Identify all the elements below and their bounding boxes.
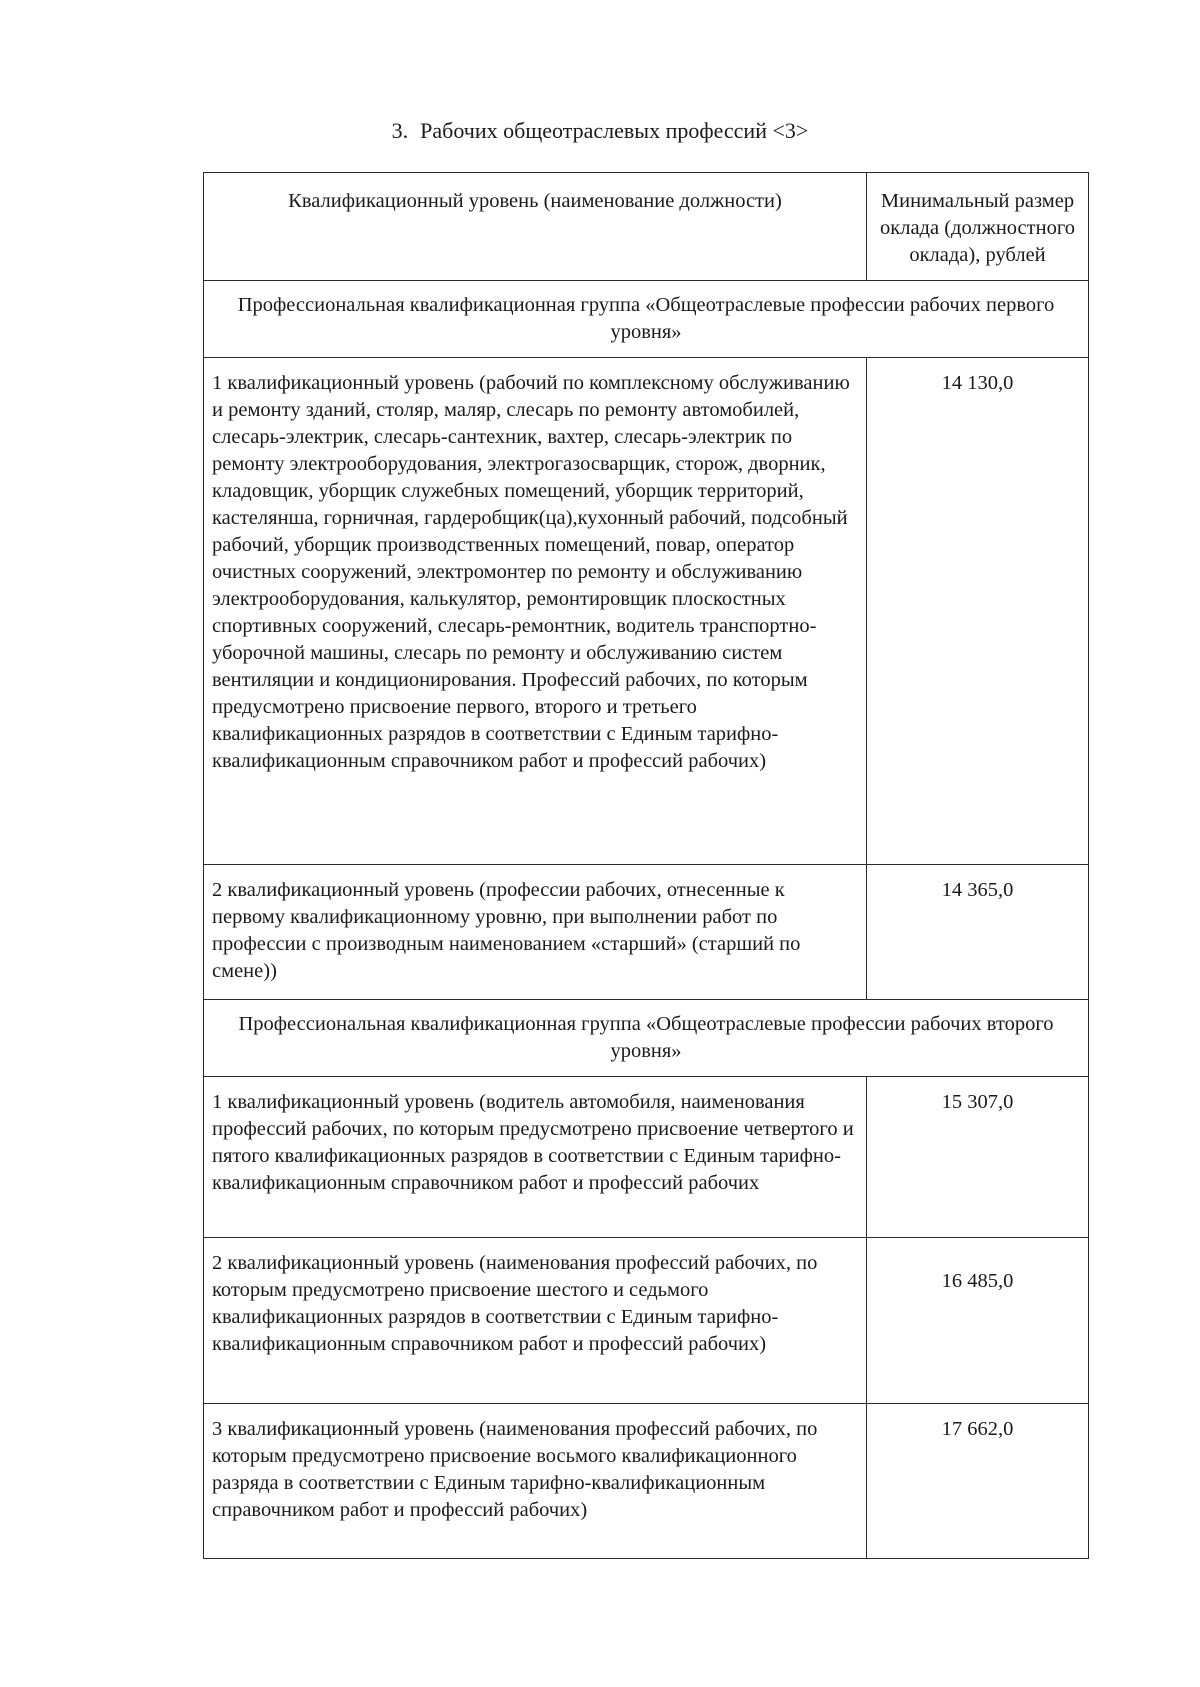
group-title-second-level: Профессиональная квалификационная группа «Общеотраслевые профессии рабочих второго уровня» [204, 1000, 1089, 1077]
qualification-description: 2 квалификационный уровень (профессии рабочих, отнесенные к первому квалификационному уровню, при выполнении работ по профессии с производным наименованием «старший» (старший по смене)) [204, 865, 867, 1000]
header-qualification-level: Квалификационный уровень (наименование должности) [204, 173, 867, 281]
salary-value: 17 662,0 [867, 1404, 1089, 1559]
table-row [204, 1238, 1089, 1404]
section-title: Рабочих общеотраслевых профессий <3> [420, 118, 809, 143]
salary-value: 14 130,0 [867, 358, 1089, 865]
group-row [204, 281, 1089, 358]
salary-value: 15 307,0 [867, 1077, 1089, 1238]
salary-table [203, 172, 1089, 1559]
salary-value: 14 365,0 [867, 865, 1089, 1000]
table-row [204, 358, 1089, 865]
table-row [204, 865, 1089, 1000]
qualification-description: 2 квалификационный уровень (наименования профессий рабочих, по которым предусмотрено присвоение шестого и седьмого квалификационных разрядов в соответствии с Единым тарифно-квалификационным справочником работ и профессий рабочих) [204, 1238, 867, 1404]
group-row [204, 1000, 1089, 1077]
salary-value: 16 485,0 [867, 1238, 1089, 1404]
table-header-row [204, 173, 1089, 281]
group-title-first-level: Профессиональная квалификационная группа «Общеотраслевые профессии рабочих первого уровня» [204, 281, 1089, 358]
qualification-description: 1 квалификационный уровень (водитель автомобиля, наименования профессий рабочих, по которым предусмотрено присвоение четвертого и пятого квалификационных разрядов в соответствии с Единым тарифно-квалификационным справочником работ и профессий рабочих [204, 1077, 867, 1238]
qualification-description: 3 квалификационный уровень (наименования профессий рабочих, по которым предусмотрено присвоение восьмого квалификационного разряда в соответствии с Единым тарифно-квалификационным справочником работ и профессий рабочих) [204, 1404, 867, 1559]
section-heading [0, 117, 1200, 145]
qualification-description: 1 квалификационный уровень (рабочий по комплексному обслуживанию и ремонту зданий, столяр, маляр, слесарь по ремонту автомобилей, слесарь-электрик, слесарь-сантехник, вахтер, слесарь-электрик по ремонту электрооборудования, электрогазосварщик, сторож, дворник, кладовщик, уборщик служебных помещений, уборщик территорий, кастелянша, горничная, гардеробщик(ца),кухонный рабочий, подсобный рабочий, уборщик производственных помещений, повар, оператор очистных сооружений, электромонтер по ремонту и обслуживанию электрооборудования, калькулятор, ремонтировщик плоскостных спортивных сооружений, слесарь-ремонтник, водитель транспортно-уборочной машины, слесарь по ремонту и обслуживанию систем вентиляции и кондиционирования. Профессий рабочих, по которым предусмотрено присвоение первого, второго и третьего квалификационных разрядов в соответствии с Единым тарифно-квалификационным справочником работ и профессий рабочих) [204, 358, 867, 865]
header-min-salary: Минимальный размер оклада (должностного оклада), рублей [867, 173, 1089, 281]
table-row [204, 1077, 1089, 1238]
section-number: 3. [391, 118, 409, 143]
table-row [204, 1404, 1089, 1559]
